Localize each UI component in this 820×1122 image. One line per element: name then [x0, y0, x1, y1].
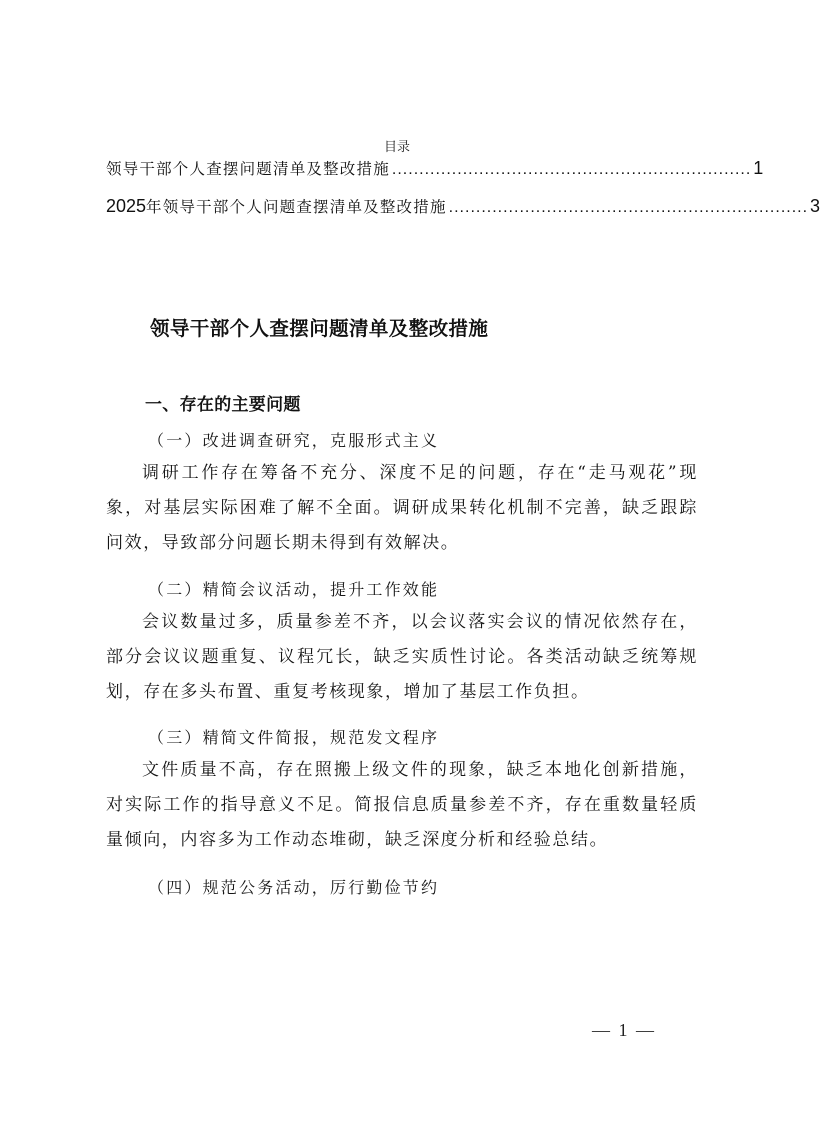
toc-leader-dots: .................................................................. — [391, 161, 752, 178]
toc-page-number: 1 — [753, 158, 764, 178]
section-heading: 一、存在的主要问题 — [145, 395, 301, 415]
toc-entry[interactable] — [106, 195, 820, 217]
toc-leader-dots: .................................................................. — [448, 199, 809, 216]
subsection-heading: （三）精简文件简报，规范发文程序 — [148, 728, 440, 747]
toc-entry-prefix: 2025 — [106, 196, 147, 216]
subsection-body: 会议数量过多，质量参差不齐，以会议落实会议的情况依然存在，部分会议议题重复、议程冗长，缺乏实质性讨论。各类活动缺乏统筹规划，存在多头布置、重复考核现象，增加了基层工作负担。 — [106, 612, 698, 702]
page-number: — 1 — — [592, 1020, 656, 1040]
subsection-heading: （一）改进调查研究，克服形式主义 — [148, 431, 440, 450]
toc-entry-label — [106, 195, 447, 217]
toc-page-number: 3 — [810, 196, 820, 216]
toc-entry-text: 年领导干部个人问题查摆清单及整改措施 — [146, 198, 447, 216]
subsection-body: 文件质量不高，存在照搬上级文件的现象，缺乏本地化创新措施，对实际工作的指导意义不足。简报信息质量参差不齐，存在重数量轻质量倾向，内容多为工作动态堆砌，缺乏深度分析和经验总结。 — [106, 760, 698, 850]
toc-entry[interactable] — [106, 157, 764, 179]
toc-title: 目录 — [383, 140, 410, 155]
toc-entry-label — [106, 157, 390, 179]
subsection-body: 调研工作存在筹备不充分、深度不足的问题，存在“走马观花”现象，对基层实际困难了解不全面。调研成果转化机制不完善，缺乏跟踪问效，导致部分问题长期未得到有效解决。 — [106, 463, 698, 553]
subsection-heading: （二）精简会议活动，提升工作效能 — [148, 580, 440, 599]
subsection-heading: （四）规范公务活动，厉行勤俭节约 — [148, 878, 440, 897]
toc-entry-text: 领导干部个人查摆问题清单及整改措施 — [106, 160, 390, 178]
document-title: 领导干部个人查摆问题清单及整改措施 — [150, 317, 489, 340]
